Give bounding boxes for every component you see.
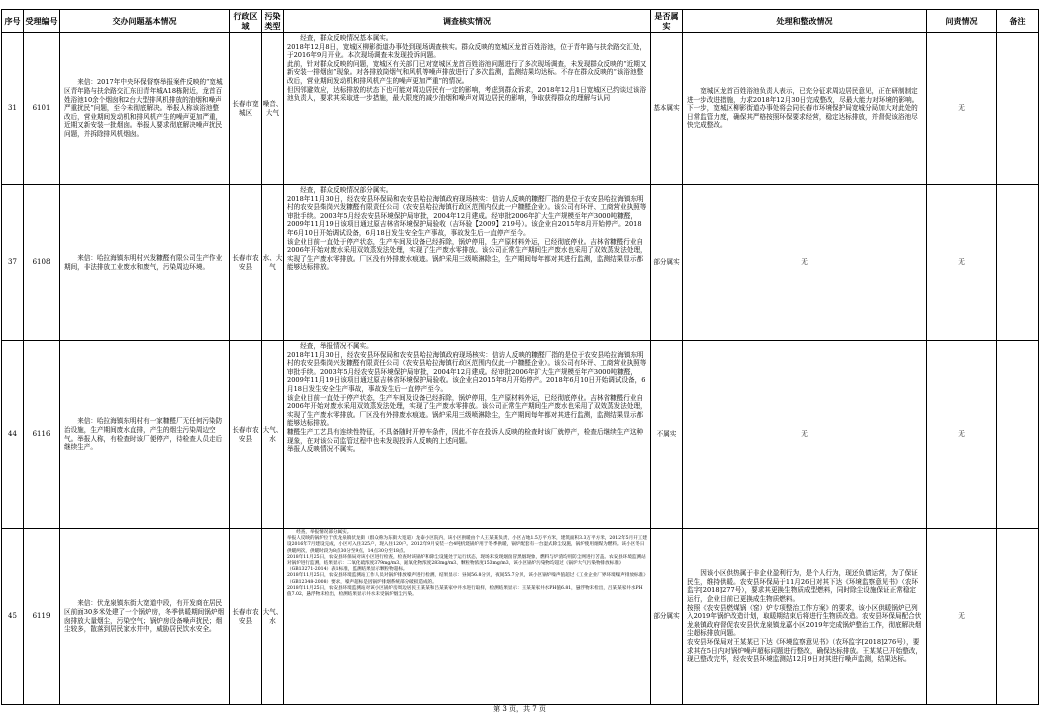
header-remark: 备注 bbox=[997, 10, 1039, 33]
issue-text: 来信：哈拉海镇东明村有一家糠醛厂无任何污染防治设施，生产期间废水直排，产生的烟尘污染周边空气。举报人称，有检查时该厂便停产，待检查人员走后继续生产。 bbox=[64, 417, 223, 452]
cell-remark bbox=[997, 341, 1039, 529]
cell-handling: 无 bbox=[683, 341, 927, 529]
cell-handling bbox=[683, 529, 927, 705]
cell-remark bbox=[997, 185, 1039, 341]
cell-valid: 基本属实 bbox=[651, 33, 683, 185]
header-no: 序号 bbox=[2, 10, 24, 33]
cell-investigation bbox=[284, 185, 651, 341]
investigation-text: 经查，群众反映情况部分属实。 2018年11月30日，经农安县环保局和农安县哈拉海镇政府现场核实：信访人反映的糠醛厂指的是位于农安县哈拉海镇东明村的农安县柴岗兴发糠醛有限责任公司（农安县哈拉海镇行政区范围内仅此一户糠醛企业）。该公司有环评、工商营业执照等审批手续。2003年5月经农安县环境保护局审批，2004年12月建成。经审批2006年扩大生产规模至年产3000吨糠醛，2009年11月19日该项目通过原吉林省环境保护局验收（吉环验【2009】219号）。该企业自2015年8月开始停产。2018年6月10日开始调试设备，6月18日发生安全生产事故，事故发生后一直停产至今。 该企业目前一直处于停产状态，生产车间及设备已经拆除，锅炉停用，生产原材料外运，已经彻底停业。吉林省糠醛行业自2006年开始对废水采用双效蒸发法处理，实现了生产废水零排放。该公司正常生产期间生产废水也采用了双效蒸发法处理，实现了生产废水零排放。厂区没有外排废水痕迹。锅炉采用三级喷淋除尘，生产期间每年都对其进行监测，监测结果显示都能够达标排放。 bbox=[287, 186, 647, 272]
investigation-text: 经查，举报情况部分属实。 举报人反映的锅炉位于伏龙泉镇伏龙街（群众称为东街大宽道）龙泰小区院内，该小区供暖由个人王某某负责，小区占地1.5万平方米，建筑面积3.3万平方米，2012年5月开工建设2016年7月建设完成，小区可入住325户，现入住120户。2012年9月安装一台4吨机烧锅炉用于冬季供暖，锅炉配套有一台湿式除尘设施，锅炉使用烟煤为燃料。该小区冬日供暖两次，供暖时段为8点30分至9点，14点30分至18点。 2018年11月25日，农安县环保局对该小区进行检查，检查时该锅炉和除尘设施处于运行状态，现场未发现烟囱冒黑烟现象，燃料与炉渣均用防尘网进行苫盖。农安县环境监测站对锅炉进行监测，结果显示：二氧化硫浓度379mg/m3、氮氧化物浓度283mg/m3、颗粒物浓度153mg/m3，该小区锅炉污染物均超过《锅炉大气污染物排放标准》（GB13271-2014）表1标准，监测结果显示颗粒物超标。 2018年11月25日，农安县环境监测站工作人员对锅炉排放噪声进行检测，结果显示：昼间56.8分贝，夜间55.7分贝，该小区锅炉噪声值超过《工业企业厂界环境噪声排放标准》（GB12348-2008）要求，噪声超标是因锅炉排烟系统部分破损造成的。 2018年11月25日，农安县环境监测站对该小区锅炉房周边居民王某某和吕某某家中井水进行取样，检测结果显示：王某某家井水PH值6.81，悬浮物未检出，吕某某家井水PH值7.02，悬浮物未检出，检测结果显示井水未受锅炉烟尘污染。 bbox=[287, 530, 647, 598]
cell-valid: 不属实 bbox=[651, 341, 683, 529]
cell-valid: 部分属实 bbox=[651, 185, 683, 341]
table-row bbox=[2, 185, 1039, 341]
cell-valid: 部分属实 bbox=[651, 529, 683, 705]
cell-no: 31 bbox=[2, 33, 24, 185]
table-row bbox=[2, 529, 1039, 705]
cell-issue bbox=[60, 33, 230, 185]
cell-account: 无 bbox=[927, 341, 997, 529]
cell-issue bbox=[60, 185, 230, 341]
cell-id: 6101 bbox=[24, 33, 60, 185]
page-footer: 第 3 页，共 7 页 bbox=[493, 705, 546, 713]
cell-region: 长春市农安县 bbox=[230, 341, 262, 529]
cell-no: 45 bbox=[2, 529, 24, 705]
handling-text: 因该小区供热属于非企业盈利行为，是个人行为，现还负债运营，为了保证民生，维持供暖。农安县环保局于11月26日对其下达《环境监察意见书》（农环监字[2018]277号），要求其更换生物质成型燃料，同时除尘设施保证正常稳定运行，企业目前已更换成生物质燃料。 按照《农安县燃煤锅（窑）炉专项整治工作方案》的要求，该小区供暖锅炉已列入2019年锅炉改造计划，取暖期结束后将进行生物质改造。农安县环保局配合伏龙泉镇政府督促农安县伏龙泉镇龙嘉小区2019年完成锅炉整治工作，彻底解决烟尘超标排放问题。 农安县环保局对王某某已下达《环境监察意见书》（农环监字[2018]276号），要求其在5日内对锅炉噪声超标问题进行整改，确保达标排放。王某某已开始整改，现已整改完毕，经农安县环境监测站12月9日对其进行噪声监测，结果达标。 bbox=[687, 569, 922, 664]
case-table bbox=[1, 9, 1039, 705]
cell-account: 无 bbox=[927, 185, 997, 341]
issue-text: 来信：哈拉海镇东明村兴发糠醛有限公司生产作业期间，非法排放工业废水和废气，污染周边环境。 bbox=[64, 253, 223, 271]
cell-account: 无 bbox=[927, 33, 997, 185]
header-row bbox=[2, 10, 1039, 33]
cell-ptype: 噪音、大气 bbox=[262, 33, 284, 185]
header-issue: 交办问题基本情况 bbox=[60, 10, 230, 33]
cell-id: 6116 bbox=[24, 341, 60, 529]
header-investigation: 调查核实情况 bbox=[284, 10, 651, 33]
cell-handling bbox=[683, 33, 927, 185]
cell-account: 无 bbox=[927, 529, 997, 705]
investigation-text: 经查，举报情况不属实。 2018年11月30日，经农安县环保局和农安县哈拉海镇政府现场核实：信访人反映的糠醛厂指的是位于农安县哈拉海镇东明村的农安县柴岗兴发糠醛有限责任公司（农安县哈拉海镇行政区范围内仅此一户糠醛企业）。该公司有环评、工商营业执照等审批手续。2003年5月经农安县环境保护局审批，2004年12月建成。经审批2006年扩大生产规模至年产3000吨糠醛，2009年11月19日该项目通过原吉林省环境保护局验收。该企业自2015年8月开始停产。2018年6月10日开始调试设备，6月18日发生安全生产事故，事故发生后一直停产至今。 该企业目前一直处于停产状态，生产车间及设备已经拆除，锅炉停用，生产原材料外运，已经彻底停业。吉林省糠醛行业自2006年开始对废水采用双效蒸发法处理，实现了生产废水零排放。该公司正常生产期间生产废水也采用了双效蒸发法处理，实现了生产废水零排放。厂区没有外排废水痕迹。锅炉采用三级喷淋除尘，生产期间每年都对其进行监测，监测结果显示都能够达标排放。 糠醛生产工艺具有连续性特征，不具备随时开停车条件，因此不存在投诉人反映的检查时该厂就停产，检查后继续生产这种现象，在对该公司监管过程中也未发现投诉人反映的上述问题。 举报人反映情况不属实。 bbox=[287, 342, 647, 454]
header-valid: 是否属实 bbox=[651, 10, 683, 33]
cell-handling: 无 bbox=[683, 185, 927, 341]
cell-region: 长春市农安县 bbox=[230, 185, 262, 341]
investigation-text: 经查，群众反映情况基本属实。 2018年12月8日，宽城区柳影街道办事处到现场调查核实。群众反映的宽城区龙首百姓浴池，位于青年路与扶余路交汇处，于2016年9月开业。本次现场调查未发现投诉问题。 此前，针对群众反映的问题，宽城区有关部门已对宽城区龙首百姓浴池问题进行了多次现场调查，未发现群众反映的“近期又新安装一排烟囱”现象。对各排放筒烟气和风机等噪声排放进行了多次监测，监测结果均达标。不存在群众反映的“该浴池整改后，营业期间发动机和排风机产生的噪声更加严重”的情况。 但因邻避效应，达标排放的状态下也可能对周边居民有一定的影响，考虑到群众诉求，2018年12月1日宽城区已约谈过该浴池负责人，要求其采取进一步措施，最大限度的减少油烟和噪声对周边居民的影响，争取获得群众的理解与认同 bbox=[287, 34, 647, 103]
table-row bbox=[2, 341, 1039, 529]
cell-investigation bbox=[284, 529, 651, 705]
issue-text: 来信：伏龙泉镇东街大宽道中段，有开发商在居民区前面30多米处建了一个锅炉房，冬季供暖期间锅炉烟囱排放大量烟尘，污染空气；锅炉房设备噪声扰民；烟尘较多，散落到居民家水井中，威胁居民饮水安全。 bbox=[64, 599, 225, 634]
header-id: 受理编号 bbox=[24, 10, 60, 33]
header-handling: 处理和整改情况 bbox=[683, 10, 927, 33]
cell-investigation bbox=[284, 33, 651, 185]
table-row bbox=[2, 33, 1039, 185]
cell-remark bbox=[997, 33, 1039, 185]
cell-no: 37 bbox=[2, 185, 24, 341]
cell-region: 长春市农安县 bbox=[230, 529, 262, 705]
cell-id: 6108 bbox=[24, 185, 60, 341]
header-region: 行政区域 bbox=[230, 10, 262, 33]
cell-ptype: 大气、水 bbox=[262, 529, 284, 705]
header-ptype: 污染类型 bbox=[262, 10, 284, 33]
issue-text: 来信：2017年中央环保督察举报案件反映的“宽城区青年路与扶余路交汇东田青年城A18栋附近，龙首百姓浴池10余个烟囱和2台大型排风机排放的油烟和噪声严重扰民”问题，至今未彻底解决。举报人称该浴池整改后，营业期间发动机和排风机产生的噪声更加严重，近期又新安装一批烟囱。举报人要求彻底解决噪声扰民问题，并拆除排风机烟囱。 bbox=[64, 78, 223, 138]
cell-ptype: 水、大气 bbox=[262, 185, 284, 341]
cell-region: 长春市宽城区 bbox=[230, 33, 262, 185]
handling-text: 宽城区龙首百姓浴池负责人表示，已充分征求周边居民意见，正在研制制定进一步改进措施，力求2018年12月30日完成整改，尽最大能力对环境的影响。 下一步，宽城区柳影街道办事处将会同长春市环境保护局宽城分局加大对此处的日常监管力度，确保其严格按照环保要求经营，稳定达标排放，并督促该浴池尽快完成整改。 bbox=[687, 87, 919, 130]
cell-issue bbox=[60, 341, 230, 529]
cell-no: 44 bbox=[2, 341, 24, 529]
cell-ptype: 大气、水 bbox=[262, 341, 284, 529]
cell-issue bbox=[60, 529, 230, 705]
cell-id: 6119 bbox=[24, 529, 60, 705]
cell-remark bbox=[997, 529, 1039, 705]
cell-investigation bbox=[284, 341, 651, 529]
header-account: 问责情况 bbox=[927, 10, 997, 33]
